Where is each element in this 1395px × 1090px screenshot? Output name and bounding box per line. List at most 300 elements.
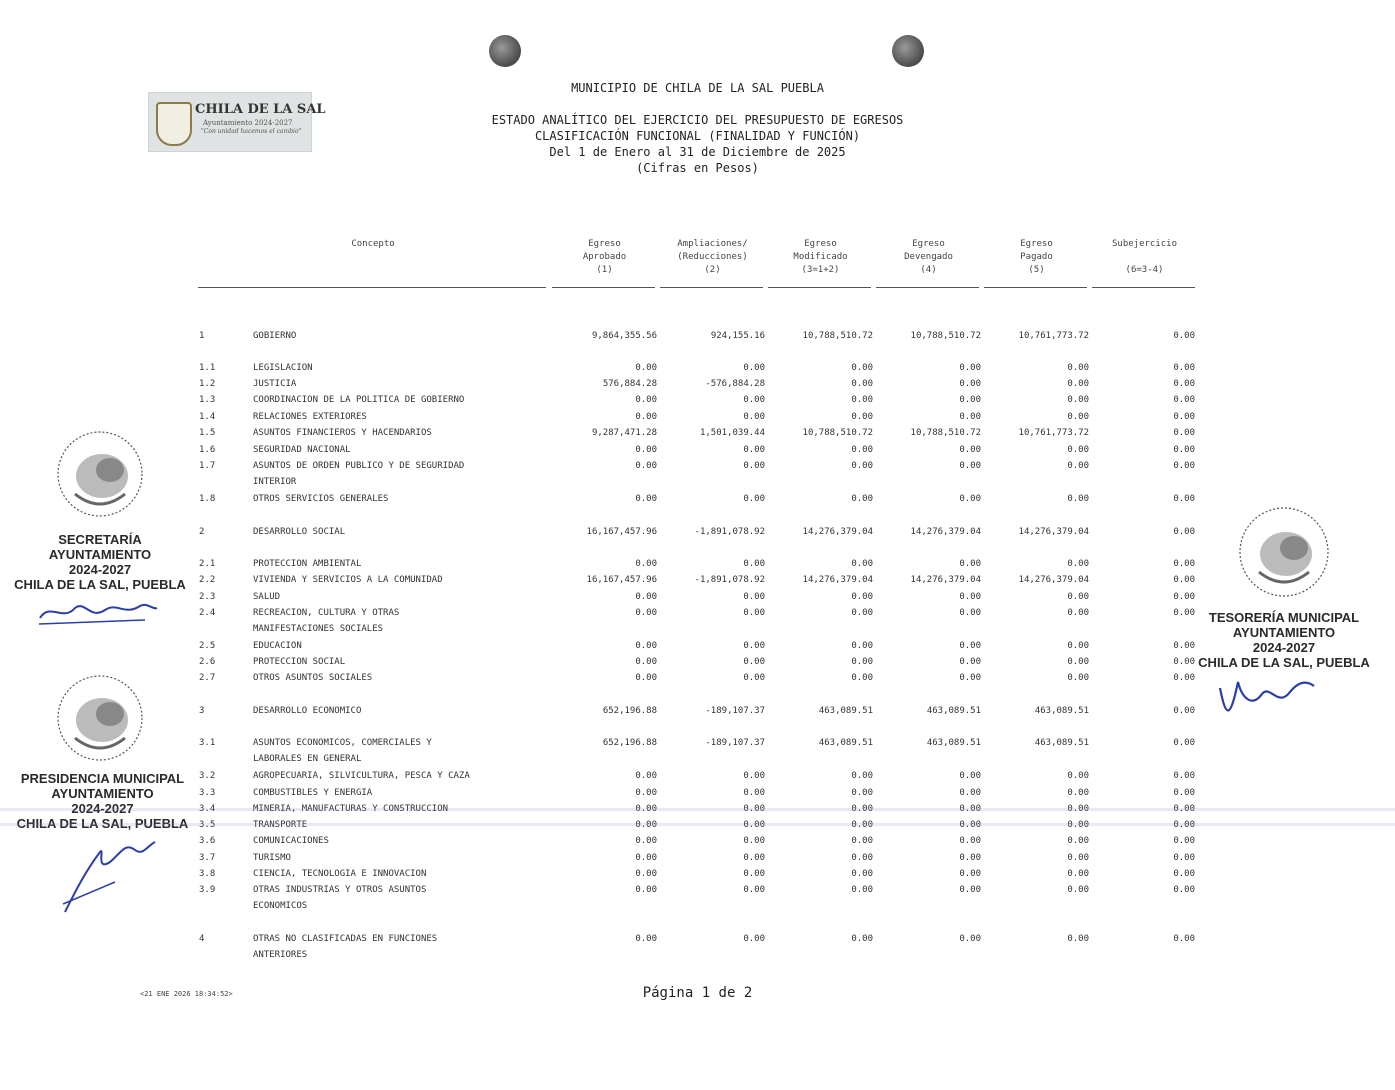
row-value: 0.00 [635,641,657,651]
row-value: 0.00 [635,804,657,814]
column-header [552,238,657,277]
row-value: 0.00 [1173,771,1195,781]
row-value: 0.00 [635,657,657,667]
row-value: 0.00 [959,934,981,944]
row-value: 0.00 [743,836,765,846]
column-header-rule [552,287,655,288]
row-value: 16,167,457.96 [586,575,657,585]
row-value: 0.00 [635,494,657,504]
row-value: 0.00 [851,641,873,651]
row-value: 0.00 [959,412,981,422]
row-value: 0.00 [959,885,981,895]
row-value: 0.00 [1173,331,1195,341]
row-value: 0.00 [743,885,765,895]
row-value: 0.00 [1067,559,1089,569]
row-value: 463,089.51 [1034,738,1089,748]
row-value: 0.00 [1067,869,1089,879]
row-code: 3.9 [199,885,216,895]
column-header-line: (6=3-4) [1125,265,1164,275]
row-value: 0.00 [1173,673,1195,683]
row-value: 0.00 [851,559,873,569]
row-value: 0.00 [743,657,765,667]
table-row [0,885,1395,911]
row-value: 0.00 [1173,657,1195,667]
logo-name: CHILA DE LA SAL [195,102,326,117]
row-value: 0.00 [851,788,873,798]
row-description: VIVIENDA Y SERVICIOS A LA COMUNIDAD [253,575,443,585]
row-value: 0.00 [959,461,981,471]
logo-slogan: "Con unidad hacemos el cambio" [201,128,302,135]
row-description: ASUNTOS FINANCIEROS Y HACENDARIOS [253,428,432,438]
row-value: 0.00 [1067,771,1089,781]
row-description: RELACIONES EXTERIORES [253,412,367,422]
table-row [0,331,1395,347]
row-value: 0.00 [851,395,873,405]
row-value: 463,089.51 [926,738,981,748]
row-code: 1.2 [199,379,216,389]
row-value: 0.00 [959,608,981,618]
row-value: 652,196.88 [602,706,657,716]
row-description: TRANSPORTE [253,820,308,830]
stamp-line-4: CHILA DE LA SAL, PUEBLA [1198,655,1370,670]
row-value: 0.00 [1173,836,1195,846]
stamp-line-1: PRESIDENCIA MUNICIPAL [20,771,185,786]
row-value: 576,884.28 [602,379,657,389]
row-value: 9,287,471.28 [591,428,657,438]
row-value: 0.00 [743,363,765,373]
row-code: 3.7 [199,853,216,863]
row-value: 0.00 [1173,494,1195,504]
row-code: 1.6 [199,445,216,455]
table-row [0,853,1395,869]
column-header-rule [768,287,871,288]
row-description: COMBUSTIBLES Y ENERGIA [253,788,373,798]
national-seal-secretaria [40,414,160,524]
row-description: ASUNTOS ECONOMICOS, COMERCIALES Y [253,738,432,748]
column-header-line: (1) [596,265,613,275]
stamp-tesoreria [1196,610,1372,670]
row-value: 0.00 [851,804,873,814]
row-value: 0.00 [959,641,981,651]
column-header-line: Devengado [904,252,953,262]
row-value: 0.00 [743,592,765,602]
row-value: 0.00 [1173,934,1195,944]
row-value: 0.00 [1067,412,1089,422]
row-code: 3.4 [199,804,216,814]
column-header-line: Egreso [1020,239,1053,249]
table-row [0,771,1395,787]
stamp-line-4: CHILA DE LA SAL, PUEBLA [16,816,189,831]
row-description: CIENCIA, TECNOLOGIA E INNOVACION [253,869,427,879]
table-row [0,869,1395,885]
row-value: 0.00 [743,395,765,405]
column-header [660,238,765,277]
row-value: 0.00 [635,608,657,618]
row-value: 0.00 [743,804,765,814]
column-header-line: (Reducciones) [677,252,748,262]
row-value: 0.00 [851,608,873,618]
row-value: 0.00 [743,445,765,455]
column-header-rule [984,287,1087,288]
row-value: 0.00 [1173,363,1195,373]
column-header-line [198,264,548,277]
row-value: 0.00 [635,461,657,471]
row-description: JUSTICIA [253,379,297,389]
row-value: 0.00 [635,559,657,569]
stamp-line-2: AYUNTAMIENTO [1232,625,1336,640]
national-seal-tesoreria [1224,496,1344,606]
municipality-title: MUNICIPIO DE CHILA DE LA SAL PUEBLA [571,81,824,95]
row-description: OTROS ASUNTOS SOCIALES [253,673,373,683]
column-header-line: (2) [704,265,721,275]
row-value: 0.00 [743,853,765,863]
punch-hole-right [892,35,924,67]
row-description: MINERIA, MANUFACTURAS Y CONSTRUCCION [253,804,449,814]
row-code: 2.7 [199,673,216,683]
row-value: 0.00 [959,494,981,504]
row-value: 9,864,355.56 [591,331,657,341]
row-value: 0.00 [743,494,765,504]
row-value: 14,276,379.04 [802,527,873,537]
column-header-line [1092,251,1197,264]
row-value: 0.00 [851,885,873,895]
row-description: EDUCACION [253,641,302,651]
row-value: 0.00 [959,771,981,781]
table-row [0,575,1395,591]
table-row [0,738,1395,764]
table-row [0,657,1395,673]
row-value: 10,788,510.72 [910,331,981,341]
row-value: 0.00 [851,363,873,373]
row-code: 1.4 [199,412,216,422]
row-description: OTRAS INDUSTRIAS Y OTROS ASUNTOS [253,885,427,895]
column-header-rule [1092,287,1195,288]
logo-term: Ayuntamiento 2024-2027 [203,119,293,127]
column-header-line: (3=1+2) [801,265,840,275]
row-code: 2.3 [199,592,216,602]
row-value: 0.00 [635,592,657,602]
row-value: 10,788,510.72 [802,331,873,341]
row-value: 10,761,773.72 [1018,331,1089,341]
column-header-line: Aprobado [582,252,627,262]
report-title: ESTADO ANALÍTICO DEL EJERCICIO DEL PRESUPUESTO DE EGRESOS [491,113,904,127]
row-value: 0.00 [1067,608,1089,618]
row-value: 0.00 [959,559,981,569]
row-description: SALUD [253,592,281,602]
row-value: 0.00 [743,869,765,879]
row-value: 0.00 [959,379,981,389]
table-row [0,934,1395,960]
row-value: 0.00 [743,641,765,651]
signature-tesoreria [1212,668,1322,724]
row-value: 0.00 [1067,934,1089,944]
row-value: 14,276,379.04 [802,575,873,585]
table-row [0,363,1395,379]
row-value: -576,884.28 [705,379,765,389]
row-code: 2 [199,527,205,537]
row-description: TURISMO [253,853,291,863]
column-header [768,238,873,277]
row-description: DESARROLLO ECONOMICO [253,706,362,716]
table-row [0,592,1395,608]
row-value: -1,891,078.92 [694,575,765,585]
row-value: 0.00 [635,869,657,879]
row-value: 0.00 [635,853,657,863]
table-row [0,804,1395,820]
column-header [876,238,981,277]
row-value: 0.00 [1067,641,1089,651]
stamp-line-2: AYUNTAMIENTO [51,786,154,801]
column-header [198,238,548,277]
row-value: 0.00 [1173,559,1195,569]
signature-secretaria [35,594,165,634]
row-value: 0.00 [635,788,657,798]
column-header-line: Pagado [1020,252,1053,262]
row-value: 14,276,379.04 [910,575,981,585]
row-code: 3.2 [199,771,216,781]
row-value: 0.00 [851,820,873,830]
table-row [0,379,1395,395]
row-value: 0.00 [635,673,657,683]
row-value: 0.00 [1067,379,1089,389]
column-header-line: (4) [920,265,937,275]
row-value: 0.00 [959,820,981,830]
row-value: 0.00 [1173,445,1195,455]
row-description: AGROPECUARIA, SILVICULTURA, PESCA Y CAZA [253,771,470,781]
stamp-line-1: SECRETARÍA [58,532,142,547]
page-number: Página 1 de 2 [642,985,753,1001]
row-value: 0.00 [1067,494,1089,504]
row-value: 0.00 [635,363,657,373]
row-value: 0.00 [743,934,765,944]
table-row [0,673,1395,689]
row-description: COORDINACION DE LA POLITICA DE GOBIERNO [253,395,465,405]
row-description: OTROS SERVICIOS GENERALES [253,494,389,504]
row-code: 3.8 [199,869,216,879]
column-header-rule [198,287,546,288]
row-value: 0.00 [959,363,981,373]
row-description: DESARROLLO SOCIAL [253,527,346,537]
row-value: 0.00 [1067,592,1089,602]
table-row [0,494,1395,510]
row-value: 0.00 [959,657,981,667]
row-value: 0.00 [851,461,873,471]
row-value: 0.00 [959,836,981,846]
row-value: 10,788,510.72 [802,428,873,438]
column-header-line [198,251,548,264]
row-value: 0.00 [743,412,765,422]
row-description: RECREACION, CULTURA Y OTRAS [253,608,400,618]
column-header-line: Modificado [793,252,848,262]
row-value: 463,089.51 [926,706,981,716]
row-value: 0.00 [743,788,765,798]
row-code: 1.3 [199,395,216,405]
row-value: 0.00 [1067,820,1089,830]
row-value: 0.00 [1067,788,1089,798]
row-code: 3 [199,706,205,716]
row-value: 0.00 [1173,379,1195,389]
row-value: 0.00 [743,461,765,471]
row-value: 0.00 [1067,363,1089,373]
row-value: 463,089.51 [818,706,873,716]
column-header-line: Subejercicio [1111,239,1178,249]
row-value: 0.00 [851,379,873,389]
stamp-line-3: 2024-2027 [68,562,132,577]
row-value: 0.00 [743,771,765,781]
row-value: 0.00 [1067,853,1089,863]
row-description: ASUNTOS DE ORDEN PUBLICO Y DE SEGURIDAD [253,461,465,471]
row-code: 2.2 [199,575,216,585]
row-description: SEGURIDAD NACIONAL [253,445,351,455]
row-value: 0.00 [1173,641,1195,651]
table-row [0,559,1395,575]
row-code: 1.1 [199,363,216,373]
row-code: 1 [199,331,205,341]
stamp-line-2: AYUNTAMIENTO [48,547,152,562]
row-value: 463,089.51 [818,738,873,748]
row-value: 463,089.51 [1034,706,1089,716]
signature-presidencia [55,832,165,922]
row-value: 0.00 [743,559,765,569]
row-code: 3.5 [199,820,216,830]
row-value: 0.00 [743,673,765,683]
row-value: 0.00 [635,820,657,830]
scan-artifact [0,808,1395,811]
row-value: 0.00 [1173,527,1195,537]
row-value: 0.00 [635,885,657,895]
row-value: 0.00 [1173,412,1195,422]
row-code: 1.7 [199,461,216,471]
report-classification: CLASIFICACIÓN FUNCIONAL (FINALIDAD Y FUNCIÓN) [534,129,861,143]
row-value: 0.00 [851,445,873,455]
stamp-secretaria [10,532,190,592]
row-value: 0.00 [851,869,873,879]
row-value: 14,276,379.04 [910,527,981,537]
row-value: 924,155.16 [710,331,765,341]
row-code: 2.6 [199,657,216,667]
row-value: 14,276,379.04 [1018,575,1089,585]
row-value: -189,107.37 [705,706,765,716]
row-value: 0.00 [1173,706,1195,716]
row-value: 0.00 [635,934,657,944]
row-value: 0.00 [1173,885,1195,895]
table-row [0,706,1395,722]
column-header-rule [660,287,763,288]
row-code: 1.5 [199,428,216,438]
column-header-line: Concepto [351,239,395,249]
table-row [0,412,1395,428]
row-value: 0.00 [635,771,657,781]
row-value: 0.00 [1067,445,1089,455]
row-code: 2.4 [199,608,216,618]
row-value: 0.00 [851,934,873,944]
column-header-line: Ampliaciones/ [677,239,748,249]
scan-artifact [0,823,1395,826]
row-code: 3.1 [199,738,216,748]
row-value: 0.00 [959,673,981,683]
row-value: 0.00 [1173,608,1195,618]
row-value: 0.00 [959,869,981,879]
row-value: 0.00 [635,445,657,455]
row-description: COMUNICACIONES [253,836,329,846]
report-period: Del 1 de Enero al 31 de Diciembre de 2025 [549,145,846,159]
row-code: 2.1 [199,559,216,569]
row-value: 0.00 [959,592,981,602]
row-value: 0.00 [1173,738,1195,748]
row-value: 0.00 [1173,820,1195,830]
row-description: GOBIERNO [253,331,297,341]
table-row [0,788,1395,804]
table-row [0,445,1395,461]
row-value: 0.00 [851,592,873,602]
row-value: 0.00 [959,395,981,405]
row-value: 0.00 [959,445,981,455]
row-value: 0.00 [1067,885,1089,895]
row-description-cont: MANIFESTACIONES SOCIALES [253,624,384,634]
row-code: 2.5 [199,641,216,651]
row-value: 0.00 [851,657,873,667]
row-value: 0.00 [1067,461,1089,471]
row-value: 16,167,457.96 [586,527,657,537]
table-row [0,527,1395,543]
row-code: 3.3 [199,788,216,798]
table-row [0,461,1395,487]
row-value: 0.00 [959,853,981,863]
row-value: 0.00 [959,804,981,814]
row-description: PROTECCION AMBIENTAL [253,559,362,569]
row-description-cont: LABORALES EN GENERAL [253,754,362,764]
row-value: 0.00 [743,820,765,830]
row-value: 0.00 [1173,592,1195,602]
table-row [0,836,1395,852]
row-value: 0.00 [851,494,873,504]
row-value: 10,761,773.72 [1018,428,1089,438]
column-header [984,238,1089,277]
row-value: 14,276,379.04 [1018,527,1089,537]
table-row [0,428,1395,444]
row-value: 0.00 [1067,395,1089,405]
stamp-line-3: 2024-2027 [1252,640,1316,655]
row-value: 0.00 [635,836,657,846]
column-header [1092,238,1197,277]
row-description-cont: INTERIOR [253,477,297,487]
report-units: (Cifras en Pesos) [636,161,759,175]
row-value: 0.00 [1173,428,1195,438]
column-header-line: Egreso [804,239,837,249]
row-description-cont: ANTERIORES [253,950,308,960]
row-value: 0.00 [1173,788,1195,798]
row-value: 0.00 [851,673,873,683]
row-value: 0.00 [1173,575,1195,585]
print-timestamp: <21 ENE 2026 18:34:52> [140,990,233,998]
stamp-presidencia [15,771,190,831]
row-value: 0.00 [851,412,873,422]
row-code: 1.8 [199,494,216,504]
row-value: 0.00 [851,771,873,781]
row-value: 0.00 [851,853,873,863]
row-description-cont: ECONOMICOS [253,901,308,911]
column-header-line: Egreso [912,239,945,249]
row-code: 3.6 [199,836,216,846]
row-value: 0.00 [851,836,873,846]
punch-hole-left [489,35,521,67]
row-value: 0.00 [635,412,657,422]
table-row [0,395,1395,411]
row-value: 0.00 [959,788,981,798]
row-value: 0.00 [1067,836,1089,846]
stamp-line-4: CHILA DE LA SAL, PUEBLA [14,577,186,592]
row-value: 0.00 [1173,853,1195,863]
